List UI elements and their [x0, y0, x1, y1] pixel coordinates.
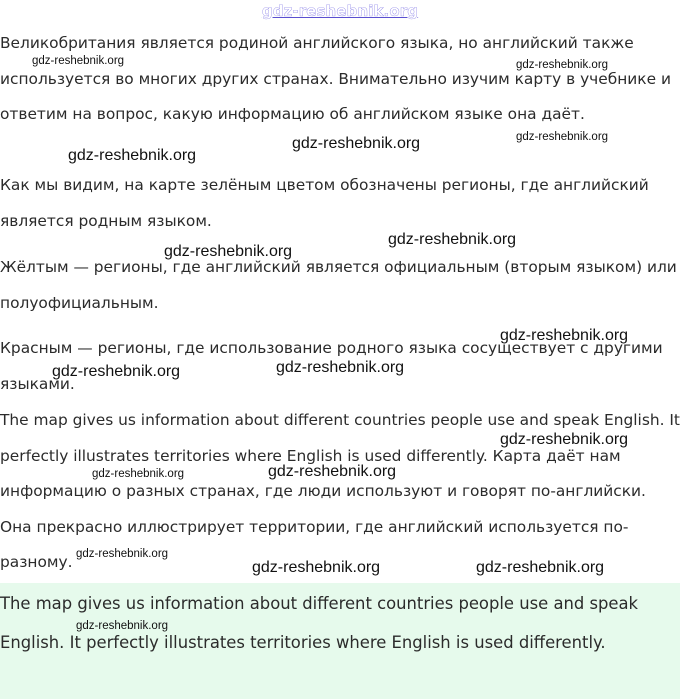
watermark: gdz-reshebnik.org [252, 559, 381, 576]
paragraph-green: Как мы видим, на карте зелёным цветом обозначены регионы, где английский является родным языком. [0, 176, 649, 230]
watermark: gdz-reshebnik.org [500, 431, 629, 448]
watermark: gdz-reshebnik.org [68, 147, 197, 164]
watermark: gdz-reshebnik.org [276, 359, 405, 376]
paragraph-red: Красным — регионы, где использование родного языка сосуществует с другими языками. [0, 339, 663, 393]
watermark: gdz-reshebnik.org [76, 620, 169, 632]
watermark: gdz-reshebnik.org [500, 327, 629, 344]
paragraph-intro: Великобритания является родиной английского языка, но английский также используется во многих других странах. Внимательно изучим карту в учебнике и ответим на вопрос, какую информацию об английском языке она даёт. [0, 34, 671, 123]
answer-text: The map gives us information about different countries people use and speak English. It perfectly illustrates territories where English is used differently. [0, 594, 639, 652]
watermark: gdz-reshebnik.org [268, 463, 397, 480]
watermark: gdz-reshebnik.org [164, 243, 293, 260]
watermark: gdz-reshebnik.org [76, 548, 169, 560]
watermark: gdz-reshebnik.org [388, 231, 517, 248]
watermark: gdz-reshebnik.org [516, 59, 609, 71]
watermark: gdz-reshebnik.org [292, 135, 421, 152]
watermark: gdz-reshebnik.org [52, 363, 181, 380]
paragraph-yellow: Жёлтым — регионы, где английский является официальным (вторым языком) или полуофициальным. [0, 258, 677, 312]
watermark: gdz-reshebnik.org [476, 559, 605, 576]
paragraph-translation: The map gives us information about different countries people use and speak English. It perfectly illustrates territories where English is used differently. Карта даёт нам информацию о разных странах, где люди используют и говорят по-английски. Она прекрасно иллюстрирует территории, где английский используется по-разному. [0, 411, 680, 571]
watermark: gdz-reshebnik.org [516, 131, 609, 143]
watermark: gdz-reshebnik.org [32, 55, 125, 67]
watermark: gdz-reshebnik.org [92, 468, 185, 480]
site-watermark-header: gdz-reshebnik.org [261, 2, 419, 20]
